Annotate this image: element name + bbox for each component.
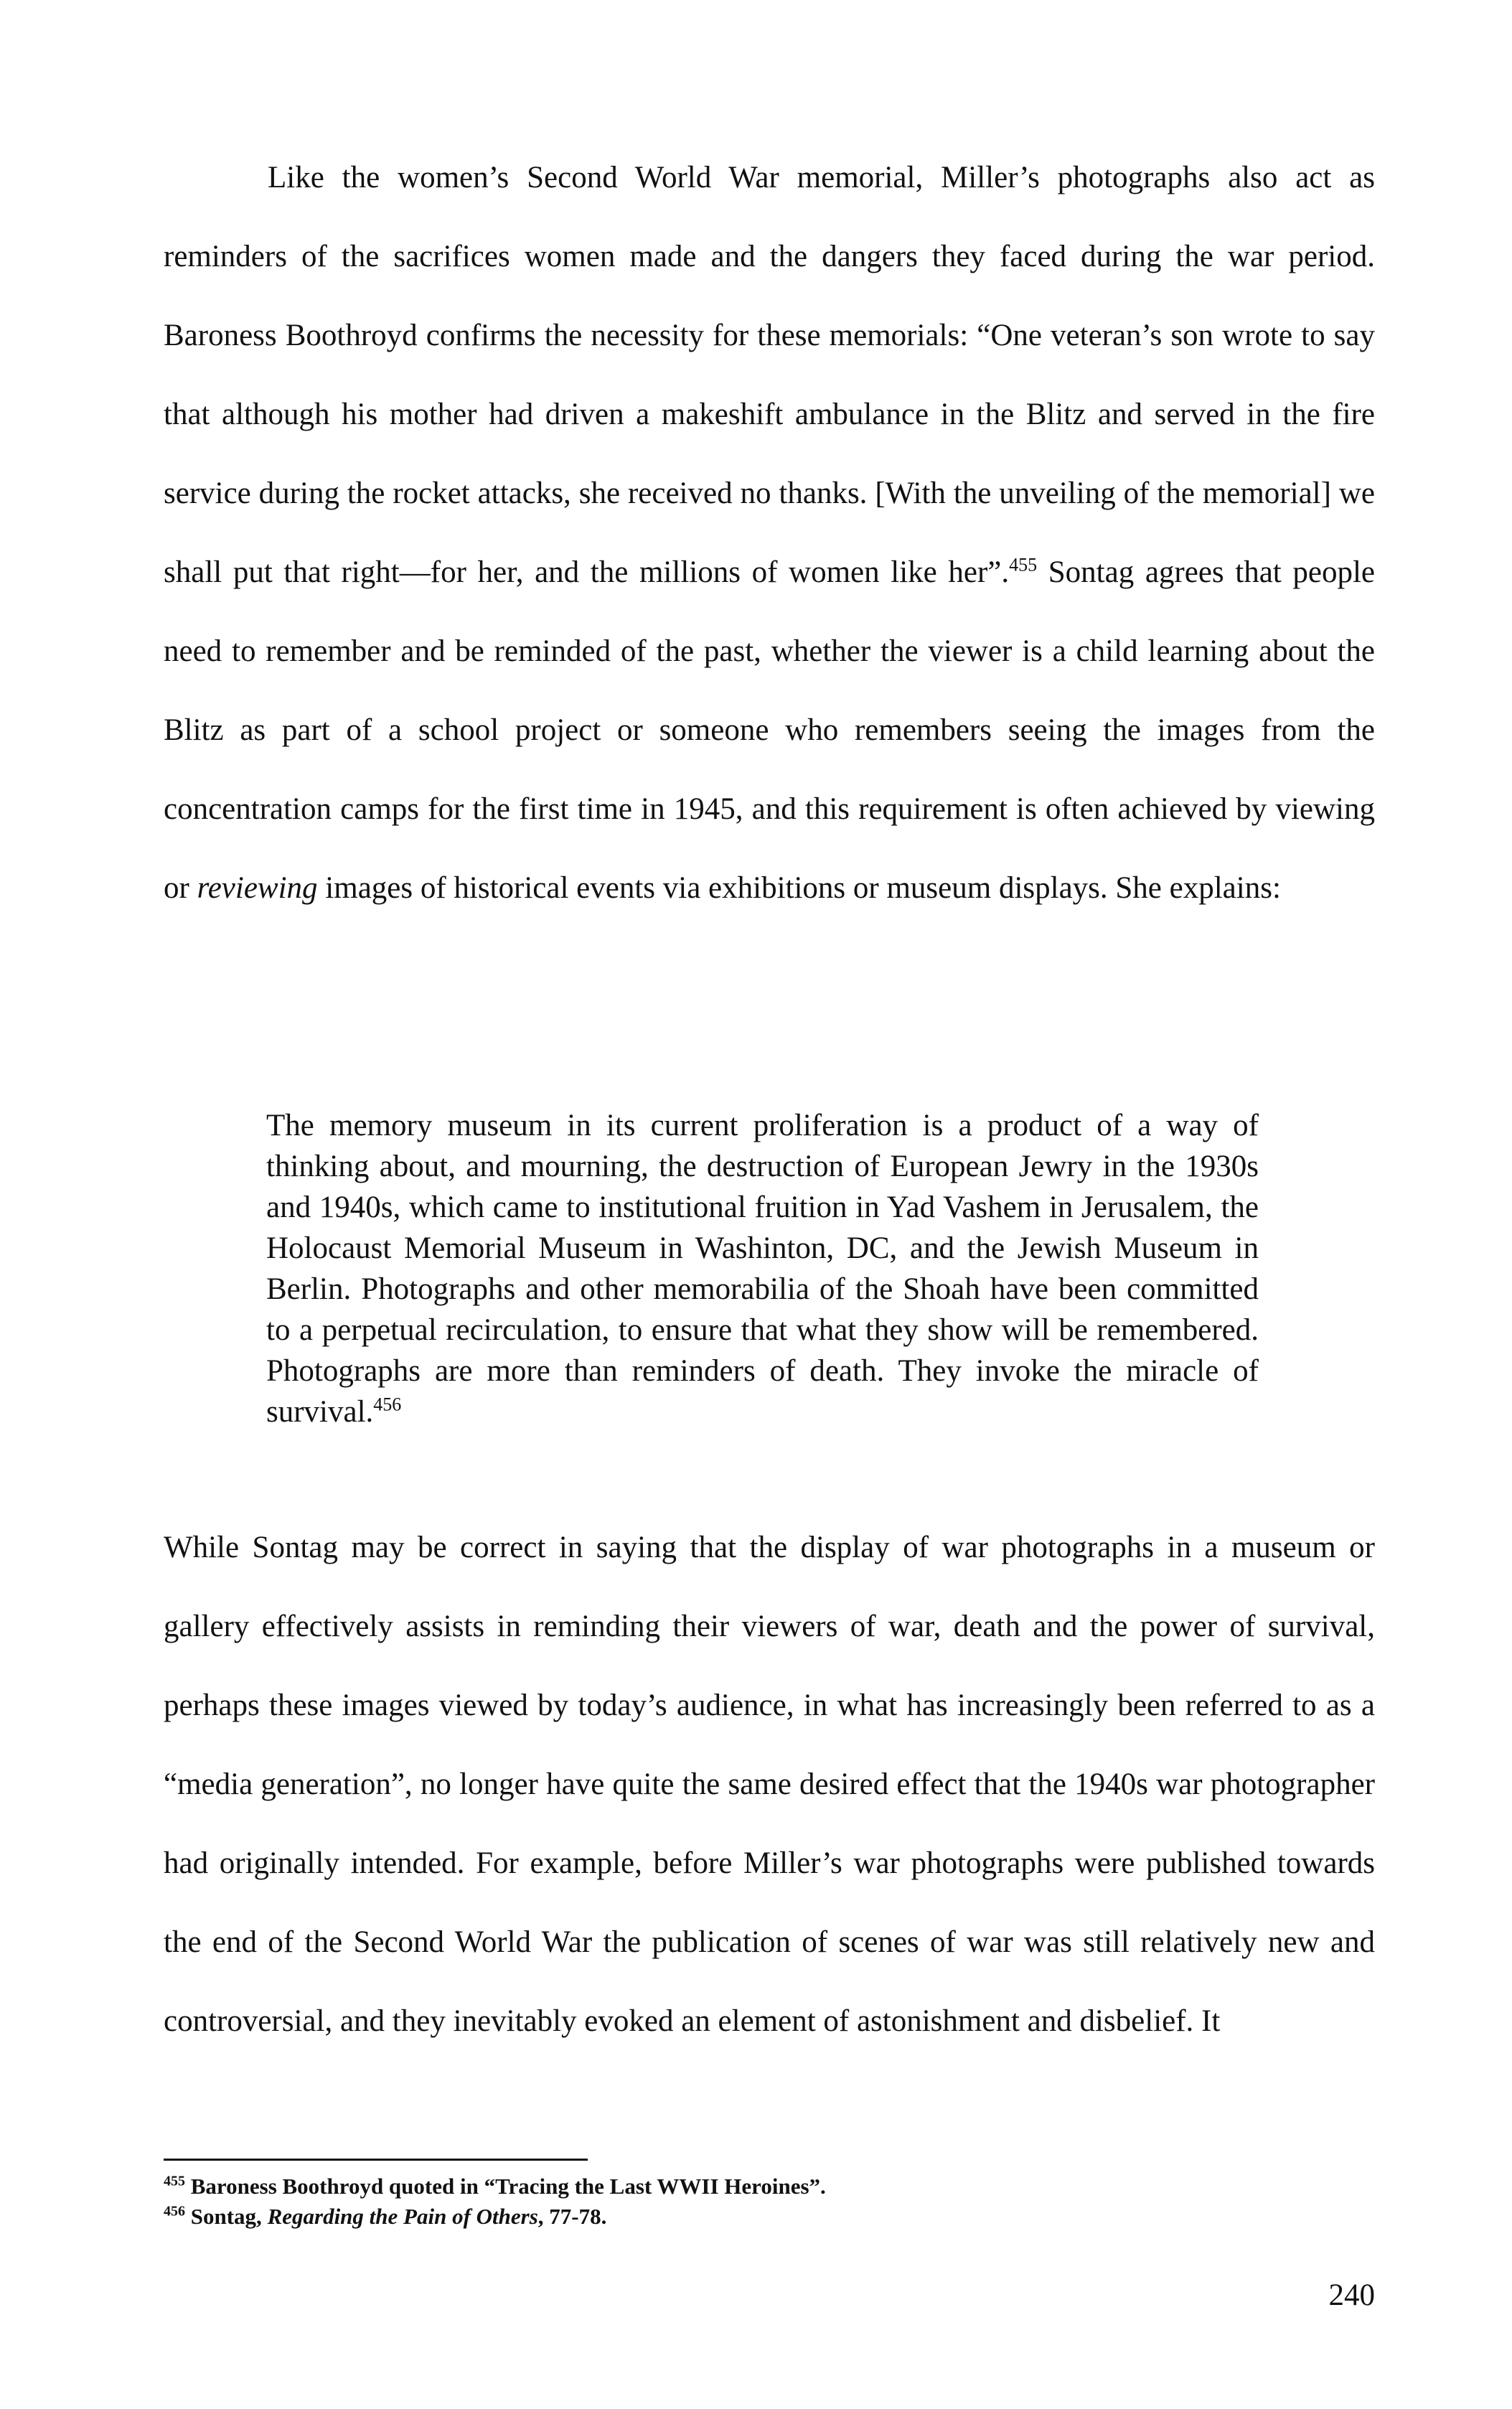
paragraph-2-text: While Sontag may be correct in saying that the display of war photographs in a museum or gallery effectively assists in reminding their viewers of war, death and the power of survival, perhaps these images viewed by today’s audience, in what has increasingly been referred to as a “media generation”, no longer have quite the same desired effect that the 1940s war photographer had originally intended. For example, before Miller’s war photographs were published towards the end of the Second World War the publication of scenes of war was still relatively new and controversial, and they inevitably evoked an element of astonishment and disbelief. It — [164, 1531, 1375, 2038]
footnote-text: Baroness Boothroyd quoted in “Tracing the Last WWII Heroines”. — [185, 2174, 826, 2199]
page-number: 240 — [1328, 2278, 1375, 2312]
footnote-456 — [164, 2202, 1312, 2232]
body-paragraph-1 — [164, 138, 1375, 928]
paragraph-1-emphasis: reviewing — [197, 871, 318, 905]
footnote-divider — [164, 2159, 588, 2161]
footnote-text-after: , 77-78. — [537, 2204, 607, 2229]
body-paragraph-2 — [164, 1508, 1375, 2061]
block-quote-text: The memory museum in its current proliferation is a product of a way of thinking about, and mourning, the destruction of European Jewry in the 1930s and 1940s, which came to institutional fruition in Yad Vashem in Jerusalem, the Holocaust Memorial Museum in Washinton, DC, and the Jewish Museum in Berlin. Photographs and other memorabilia of the Shoah have been committed to a perpetual recirculation, to ensure that what they show will be remembered. Photographs are more than reminders of death. They invoke the miracle of survival. — [266, 1109, 1259, 1429]
block-quote — [266, 1105, 1259, 1432]
footnote-ref-455: 455 — [1009, 554, 1038, 576]
footnote-text-before: Sontag, — [185, 2204, 268, 2229]
paragraph-1-text-c: images of historical events via exhibitions or museum displays. She explains: — [317, 871, 1281, 905]
footnote-ref-456: 456 — [373, 1394, 402, 1415]
paragraph-1-text-a: Like the women’s Second World War memorial, Miller’s photographs also act as reminders of the sacrifices women made and the dangers they faced during the war period. Baroness Boothroyd confirms the necessity for these memorials: “One veteran’s son wrote to say that although his mother had driven a makeshift ambulance in the Blitz and served in the fire service during the rocket attacks, she received no thanks. [With the unveiling of the memorial] we shall put that right—for her, and the millions of women like her”. — [164, 161, 1375, 589]
footnote-455 — [164, 2171, 1312, 2202]
footnote-number: 455 — [164, 2173, 185, 2189]
footnote-book-title: Regarding the Pain of Others — [267, 2204, 538, 2229]
footnotes — [164, 2171, 1312, 2232]
footnote-number: 456 — [164, 2203, 185, 2220]
paragraph-1-text-b: Sontag agrees that people need to remember and be reminded of the past, whether the viewer is a child learning about the Blitz as part of a school project or someone who remembers seeing the images from the concentration camps for the first time in 1945, and this requirement is often achieved by viewing or — [164, 555, 1375, 905]
